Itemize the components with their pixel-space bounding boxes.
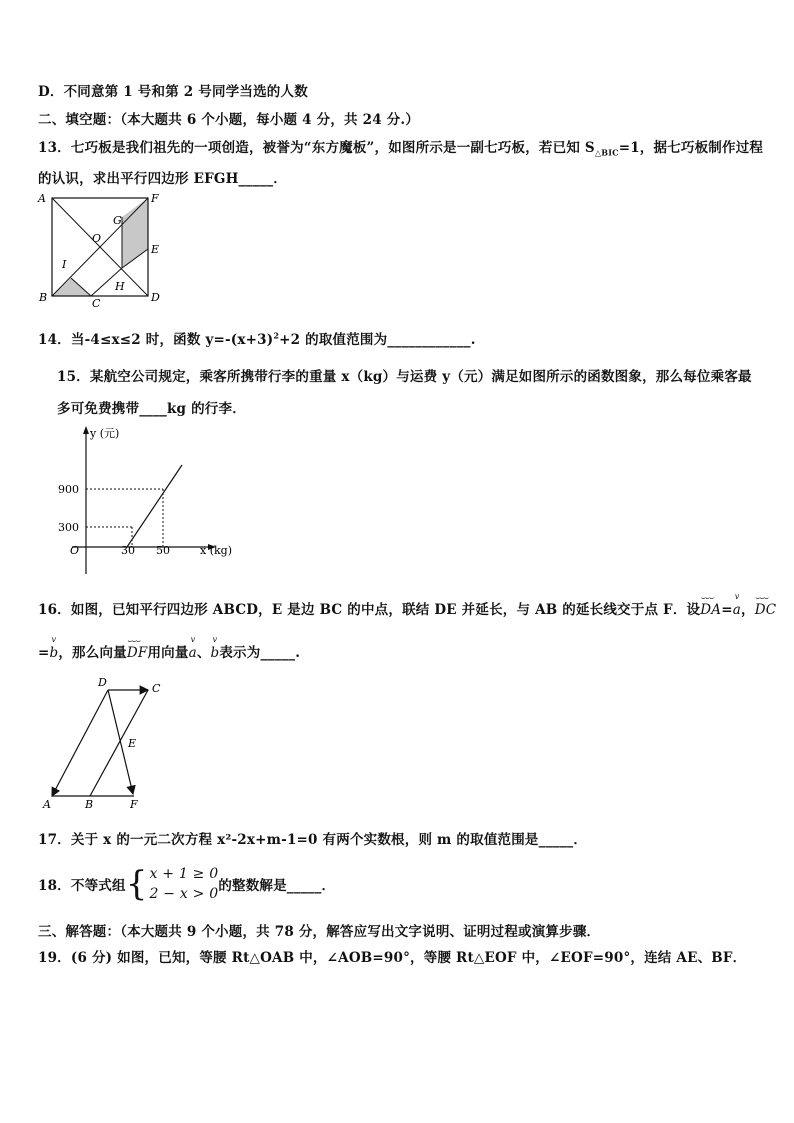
parallelogram-figure — [36, 672, 171, 812]
label-b: B — [39, 291, 48, 304]
question-16-line1: 16．如图，已知平行四边形 ABCD，E 是边 BC 的中点，联结 DE 并延长，与 AB 的延长线交于点 F．设⌣⌣⌣ DA=v a，⌣⌣⌣ DC — [38, 598, 776, 618]
question-17: 17．关于 x 的一元二次方程 x²-2x+m-1=0 有两个实数根，则 m 的取值范围是_____． — [38, 832, 588, 848]
question-19: 19．(6 分) 如图，已知，等腰 Rt△OAB 中，∠AOB=90°，等腰 Rt△EOF 中，∠EOF=90°，连结 AE、BF． — [38, 950, 747, 966]
section-3-heading: 三、解答题：（本大题共 9 个小题，共 78 分，解答应写出文字说明、证明过程或演算步骤． — [38, 924, 601, 940]
shaded-parallelogram-efgh — [122, 198, 148, 268]
label-c: C — [92, 297, 101, 308]
vector-da — [52, 690, 108, 796]
question-14: 14．当-4≤x≤2 时，函数 $y=-(x+3)^2+2$ 的取值范围为____________. — [38, 330, 476, 348]
label-d: D — [98, 676, 107, 689]
question-13-line1: 13．七巧板是我们祖先的一项创造，被誉为“东方魔板”，如图所示是一副七巧板，若已知 $S_{\triangle BIC}=1$，据七巧板制作过程 — [38, 140, 764, 158]
question-15-line2: 多可免费携带____kg 的行李． — [57, 401, 246, 417]
inequality-system: x + 1 ≥ 0 2 − x > 0 — [149, 866, 219, 902]
ytick-900: 900 — [58, 483, 79, 496]
tangram-figure — [36, 190, 166, 308]
question-15-line1: 15．某航空公司规定，乘客所携带行李的重量 x（kg）与运费 y（元）满足如图所示的函数图象，那么每位乘客最 — [57, 369, 752, 385]
brace-icon: { — [125, 864, 148, 904]
shaded-triangle-bic — [52, 278, 91, 296]
label-a: A — [43, 798, 51, 811]
label-e: E — [128, 737, 137, 750]
label-o: O — [92, 232, 102, 245]
label-a: A — [38, 192, 46, 205]
freight-graph — [52, 422, 242, 582]
section-2-heading: 二、填空题：（本大题共 6 个小题，每小题 4 分，共 24 分.） — [38, 112, 420, 128]
y-axis-label: y (元) — [90, 427, 120, 440]
option-d: D．不同意第 1 号和第 2 号同学当选的人数 — [38, 84, 308, 100]
label-i: I — [62, 258, 67, 271]
xtick-50: 50 — [156, 544, 170, 557]
origin-label: O — [70, 544, 80, 557]
label-f: F — [151, 192, 159, 205]
label-e: E — [151, 243, 160, 256]
question-18: 18．不等式组{ x + 1 ≥ 0 2 − x > 0的整数解是_____． — [38, 864, 336, 904]
ytick-300: 300 — [58, 521, 79, 534]
question-13-line2: 的认识，求出平行四边形 EFGH_____． — [38, 171, 288, 187]
graph-line — [127, 465, 182, 547]
xtick-30: 30 — [121, 544, 135, 557]
label-c: C — [152, 682, 161, 695]
x-axis-label: x (kg) — [200, 544, 232, 557]
label-h: H — [115, 280, 125, 293]
question-16-line2: =v b，那么向量⌣⌣⌣ DF用向量v a、v b表示为_____. — [38, 641, 300, 661]
label-g: G — [113, 214, 122, 227]
label-d: D — [151, 291, 160, 304]
label-f: F — [130, 798, 138, 811]
label-b: B — [85, 798, 94, 811]
